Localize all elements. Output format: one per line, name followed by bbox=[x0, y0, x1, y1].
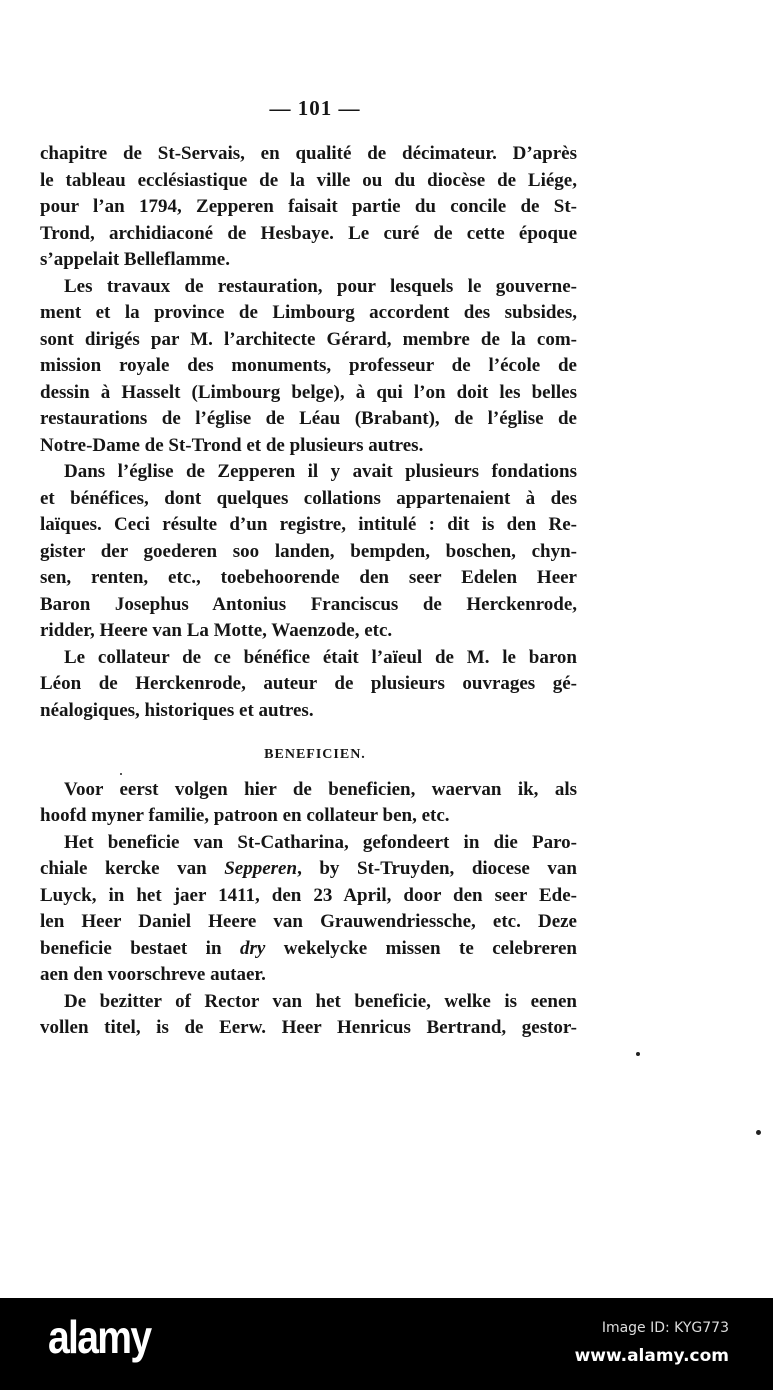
text-segment: chapitre de St-Servais, en qualité de décimateur. D’après bbox=[40, 143, 577, 164]
image-id: Image ID: KYG773 bbox=[601, 1320, 729, 1336]
text-segment: mission royale des monuments, professeur de l’école de bbox=[40, 355, 577, 376]
website-url: www.alamy.com bbox=[574, 1346, 729, 1366]
text-segment: Le collateur de ce bénéfice était l’aïeul de M. le baron bbox=[64, 647, 577, 668]
text-line bbox=[40, 884, 577, 908]
text-line bbox=[40, 381, 577, 405]
text-segment: dessin à Hasselt (Limbourg belge), à qui l’on doit les belles bbox=[40, 382, 577, 403]
text-line bbox=[40, 540, 577, 564]
text-line bbox=[40, 301, 577, 325]
text-line bbox=[64, 831, 577, 855]
text-segment: Voor eerst volgen hier de beneficien, waervan ik, als bbox=[64, 779, 577, 800]
text-line bbox=[40, 142, 577, 166]
text-line bbox=[64, 778, 577, 802]
text-segment: sont dirigés par M. l’architecte Gérard, membre de la com- bbox=[40, 329, 577, 350]
text-segment: Dans l’église de Zepperen il y avait plusieurs fondations bbox=[64, 461, 577, 482]
scan-speck bbox=[120, 773, 122, 775]
text-segment: chiale kercke van bbox=[40, 858, 225, 879]
text-segment: gister der goederen soo landen, bempden, boschen, chyn- bbox=[40, 541, 577, 562]
text-segment: len Heer Daniel Heere van Grauwendriessche, etc. Deze bbox=[40, 911, 577, 932]
watermark-footer bbox=[0, 1298, 773, 1390]
text-segment: Les travaux de restauration, pour lesquels le gouverne- bbox=[64, 276, 577, 297]
text-line bbox=[40, 566, 577, 590]
text-segment: , by St-Truyden, diocese van bbox=[297, 858, 577, 879]
text-segment: De bezitter of Rector van het beneficie, welke is eenen bbox=[64, 991, 577, 1012]
text-segment: Het beneficie van St-Catharina, gefondeert in die Paro- bbox=[64, 832, 577, 853]
scan-speck bbox=[636, 1052, 640, 1056]
scan-speck bbox=[756, 1130, 761, 1135]
text-line bbox=[40, 354, 577, 378]
text-line bbox=[40, 672, 577, 696]
text-segment: pour l’an 1794, Zepperen faisait partie du concile de St- bbox=[40, 196, 577, 217]
text-line bbox=[40, 487, 577, 511]
text-segment: sen, renten, etc., toebehoorende den seer Edelen Heer bbox=[40, 567, 577, 588]
text-line bbox=[40, 513, 577, 537]
text-line bbox=[64, 646, 577, 670]
text-segment: aen den voorschreve autaer. bbox=[40, 964, 266, 985]
italic-text: Sepperen bbox=[224, 858, 298, 879]
text-segment: Notre-Dame de St-Trond et de plusieurs autres. bbox=[40, 435, 424, 456]
text-segment: néalogiques, historiques et autres. bbox=[40, 700, 314, 721]
text-line bbox=[40, 937, 577, 961]
text-line bbox=[40, 328, 577, 352]
text-line bbox=[40, 910, 577, 934]
text-line bbox=[40, 248, 577, 272]
text-line bbox=[40, 963, 577, 987]
text-segment: s’appelait Belleflamme. bbox=[40, 249, 230, 270]
text-segment: restaurations de l’église de Léau (Brabant), de l’église de bbox=[40, 408, 577, 429]
text-line bbox=[40, 699, 577, 723]
text-segment: vollen titel, is de Eerw. Heer Henricus Bertrand, gestor- bbox=[40, 1017, 577, 1038]
text-line bbox=[40, 593, 577, 617]
text-line bbox=[40, 169, 577, 193]
text-line bbox=[40, 222, 577, 246]
text-segment: ridder, Heere van La Motte, Waenzode, etc. bbox=[40, 620, 393, 641]
text-segment: Trond, archidiaconé de Hesbaye. Le curé de cette époque bbox=[40, 223, 577, 244]
text-line bbox=[40, 1016, 577, 1040]
italic-text: dry bbox=[240, 938, 266, 959]
text-segment: Baron Josephus Antonius Franciscus de Herckenrode, bbox=[40, 594, 577, 615]
text-line bbox=[40, 407, 577, 431]
text-segment: hoofd myner familie, patroon en collateur ben, etc. bbox=[40, 805, 450, 826]
text-segment: ment et la province de Limbourg accordent des subsides, bbox=[40, 302, 577, 323]
alamy-logo: alamy bbox=[48, 1311, 151, 1363]
text-line bbox=[40, 619, 577, 643]
text-segment: laïques. Ceci résulte d’un registre, intitulé : dit is den Re- bbox=[40, 514, 577, 535]
page-number: — 101 — bbox=[269, 96, 361, 120]
text-segment: le tableau ecclésiastique de la ville ou du diocèse de Liége, bbox=[40, 170, 577, 191]
text-segment: beneficie bestaet in bbox=[40, 938, 240, 959]
text-line bbox=[40, 434, 577, 458]
text-segment: et bénéfices, dont quelques collations appartenaient à des bbox=[40, 488, 577, 509]
text-line bbox=[64, 990, 577, 1014]
text-line bbox=[64, 275, 577, 299]
text-line bbox=[40, 195, 577, 219]
text-line bbox=[64, 460, 577, 484]
text-line bbox=[40, 857, 577, 881]
text-segment: Léon de Herckenrode, auteur de plusieurs ouvrages gé- bbox=[40, 673, 577, 694]
section-heading: BENEFICIEN. bbox=[264, 747, 366, 762]
text-segment: wekelycke missen te celebreren bbox=[265, 938, 577, 959]
text-line bbox=[40, 804, 577, 828]
text-segment: Luyck, in het jaer 1411, den 23 April, door den seer Ede- bbox=[40, 885, 577, 906]
